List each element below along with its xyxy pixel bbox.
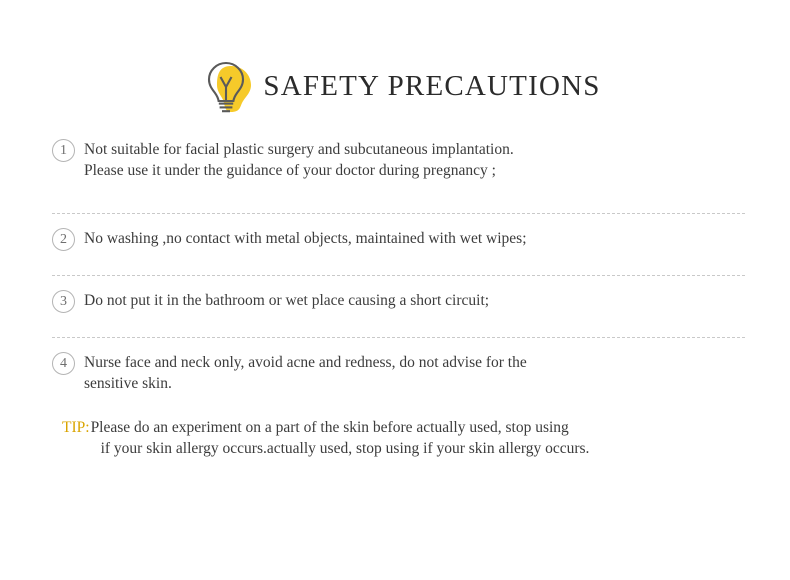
item-text-1 bbox=[84, 139, 514, 181]
divider bbox=[52, 337, 745, 338]
item-text-3 bbox=[84, 290, 489, 312]
lightbulb-icon bbox=[199, 57, 253, 119]
tip-line-1: Please do an experiment on a part of the skin before actually used, stop using bbox=[90, 419, 569, 437]
item-number-1: 1 bbox=[52, 139, 75, 162]
precautions-list-2 bbox=[0, 228, 790, 261]
precautions-list bbox=[0, 139, 790, 199]
item-line: sensitive skin. bbox=[84, 374, 172, 392]
item-number-2: 2 bbox=[52, 228, 75, 251]
page-title: SAFETY PRECAUTIONS bbox=[263, 69, 601, 102]
precautions-list-4 bbox=[0, 352, 790, 394]
precautions-list-3 bbox=[0, 290, 790, 323]
item-line: Not suitable for facial plastic surgery and subcutaneous implantation. bbox=[84, 141, 514, 158]
item-line: Please use it under the guidance of your doctor during pregnancy ; bbox=[84, 161, 496, 179]
list-item bbox=[52, 352, 745, 394]
item-text-4 bbox=[84, 352, 527, 394]
tip-label: TIP: bbox=[62, 419, 90, 437]
item-number-3: 3 bbox=[52, 290, 75, 313]
tip-line-2: if your skin allergy occurs.actually used, stop using if your skin allergy occurs. bbox=[100, 440, 590, 458]
item-number-4: 4 bbox=[52, 352, 75, 375]
tip-text bbox=[91, 418, 590, 459]
list-item bbox=[52, 228, 745, 251]
divider bbox=[52, 213, 745, 214]
list-item bbox=[52, 139, 745, 181]
tip-block bbox=[62, 418, 745, 459]
item-line: No washing ,no contact with metal objects, maintained with wet wipes; bbox=[84, 230, 527, 248]
page-header bbox=[0, 0, 790, 117]
item-line: Nurse face and neck only, avoid acne and redness, do not advise for the bbox=[84, 354, 527, 372]
list-item bbox=[52, 290, 745, 313]
item-text-2 bbox=[84, 228, 527, 250]
divider bbox=[52, 275, 745, 276]
item-line: Do not put it in the bathroom or wet place causing a short circuit; bbox=[84, 292, 490, 310]
